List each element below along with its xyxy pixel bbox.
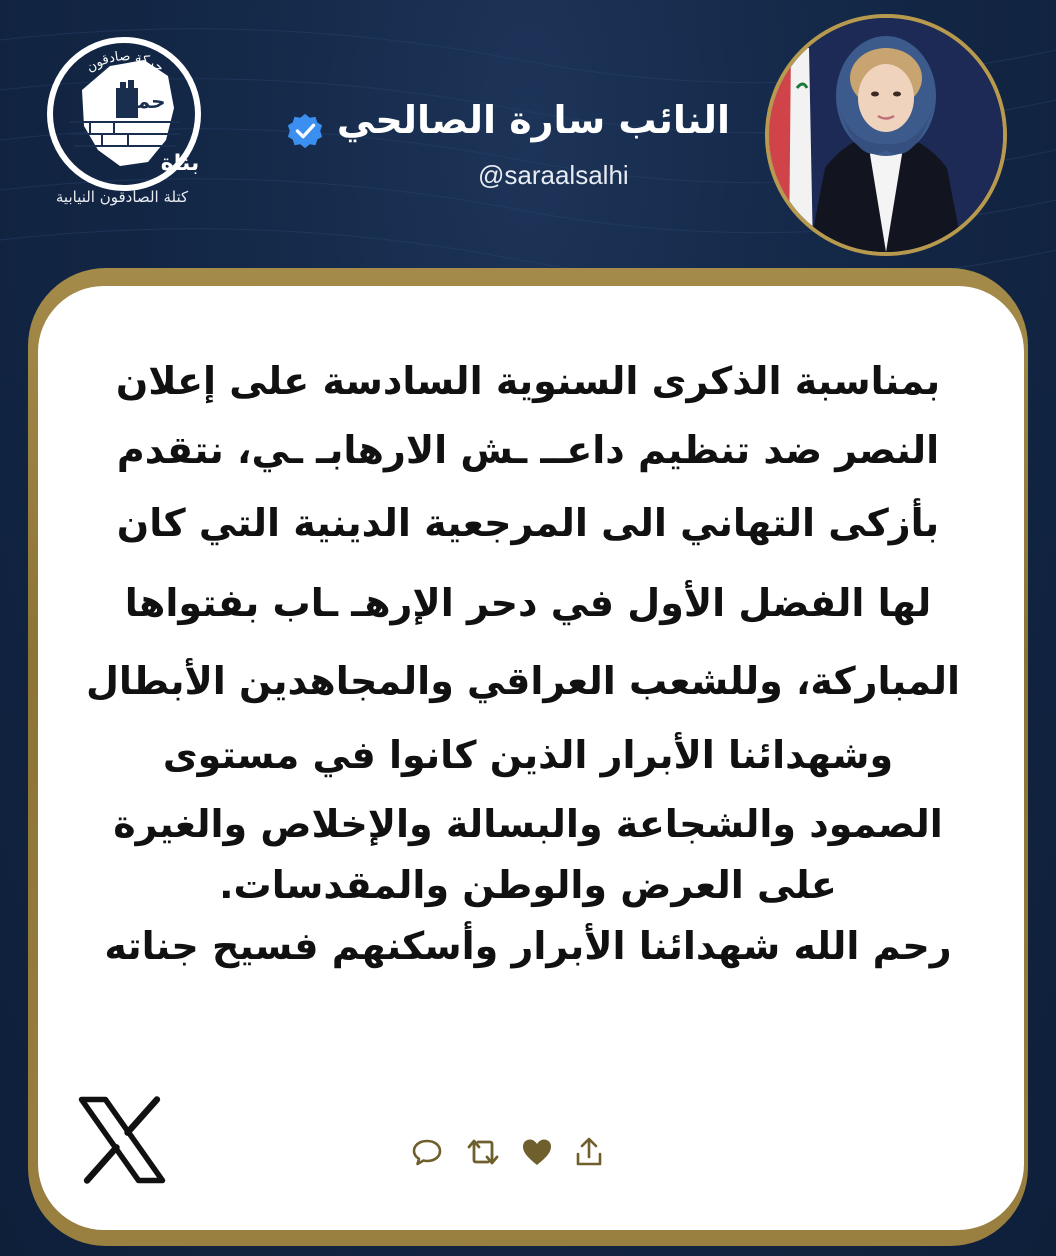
avatar[interactable]	[765, 14, 1007, 256]
tweet-line: بأزكى التهاني الى المرجعية الدينية التي كان	[116, 501, 940, 545]
tweet-line: الصمود والشجاعة والبسالة والإخلاص والغيرة	[113, 802, 943, 846]
reply-button[interactable]	[410, 1135, 444, 1169]
profile-photo-icon	[769, 18, 1003, 252]
user-handle[interactable]: @saraalsalhi	[478, 160, 629, 190]
tweet-line: المباركة، وللشعب العراقي والمجاهدين الأبطال	[85, 659, 960, 703]
like-button[interactable]	[520, 1135, 554, 1169]
display-name[interactable]: النائب سارة الصالحي	[336, 98, 730, 142]
reply-icon	[411, 1137, 443, 1167]
tweet-line: لها الفضل الأول في دحر الإرهـ ـاب بفتواها	[124, 581, 932, 625]
logo-top-text: حركة صادقون	[83, 49, 167, 76]
tweet-line: على العرض والوطن والمقدسات.	[219, 863, 837, 907]
logo-caption: كتلة الصادقون النيابية	[55, 188, 189, 206]
tweet-text	[85, 345, 960, 979]
tweet-line: النصر ضد تنظيم داعــ ـش الارهابـ ـي، نتقدم	[116, 428, 940, 472]
tweet-line: رحم الله شهدائنا الأبرار وأسكنهم فسيح جناته	[104, 924, 952, 968]
logo-emblem-text-1: حماة	[118, 89, 166, 113]
tweet-actions	[410, 1135, 610, 1171]
x-logo-icon	[76, 1094, 168, 1186]
verified-badge-icon	[286, 112, 324, 150]
retweet-icon	[466, 1136, 500, 1168]
retweet-button[interactable]	[466, 1135, 500, 1169]
share-button[interactable]	[572, 1135, 606, 1169]
logo-emblem-text-2: بناة	[160, 151, 200, 176]
tweet-line: وشهدائنا الأبرار الذين كانوا في مستوى	[162, 733, 894, 777]
heart-icon	[521, 1137, 553, 1167]
party-emblem-icon	[40, 30, 210, 195]
share-icon	[574, 1136, 604, 1168]
tweet-line: بمناسبة الذكرى السنوية السادسة على إعلان	[115, 359, 941, 403]
